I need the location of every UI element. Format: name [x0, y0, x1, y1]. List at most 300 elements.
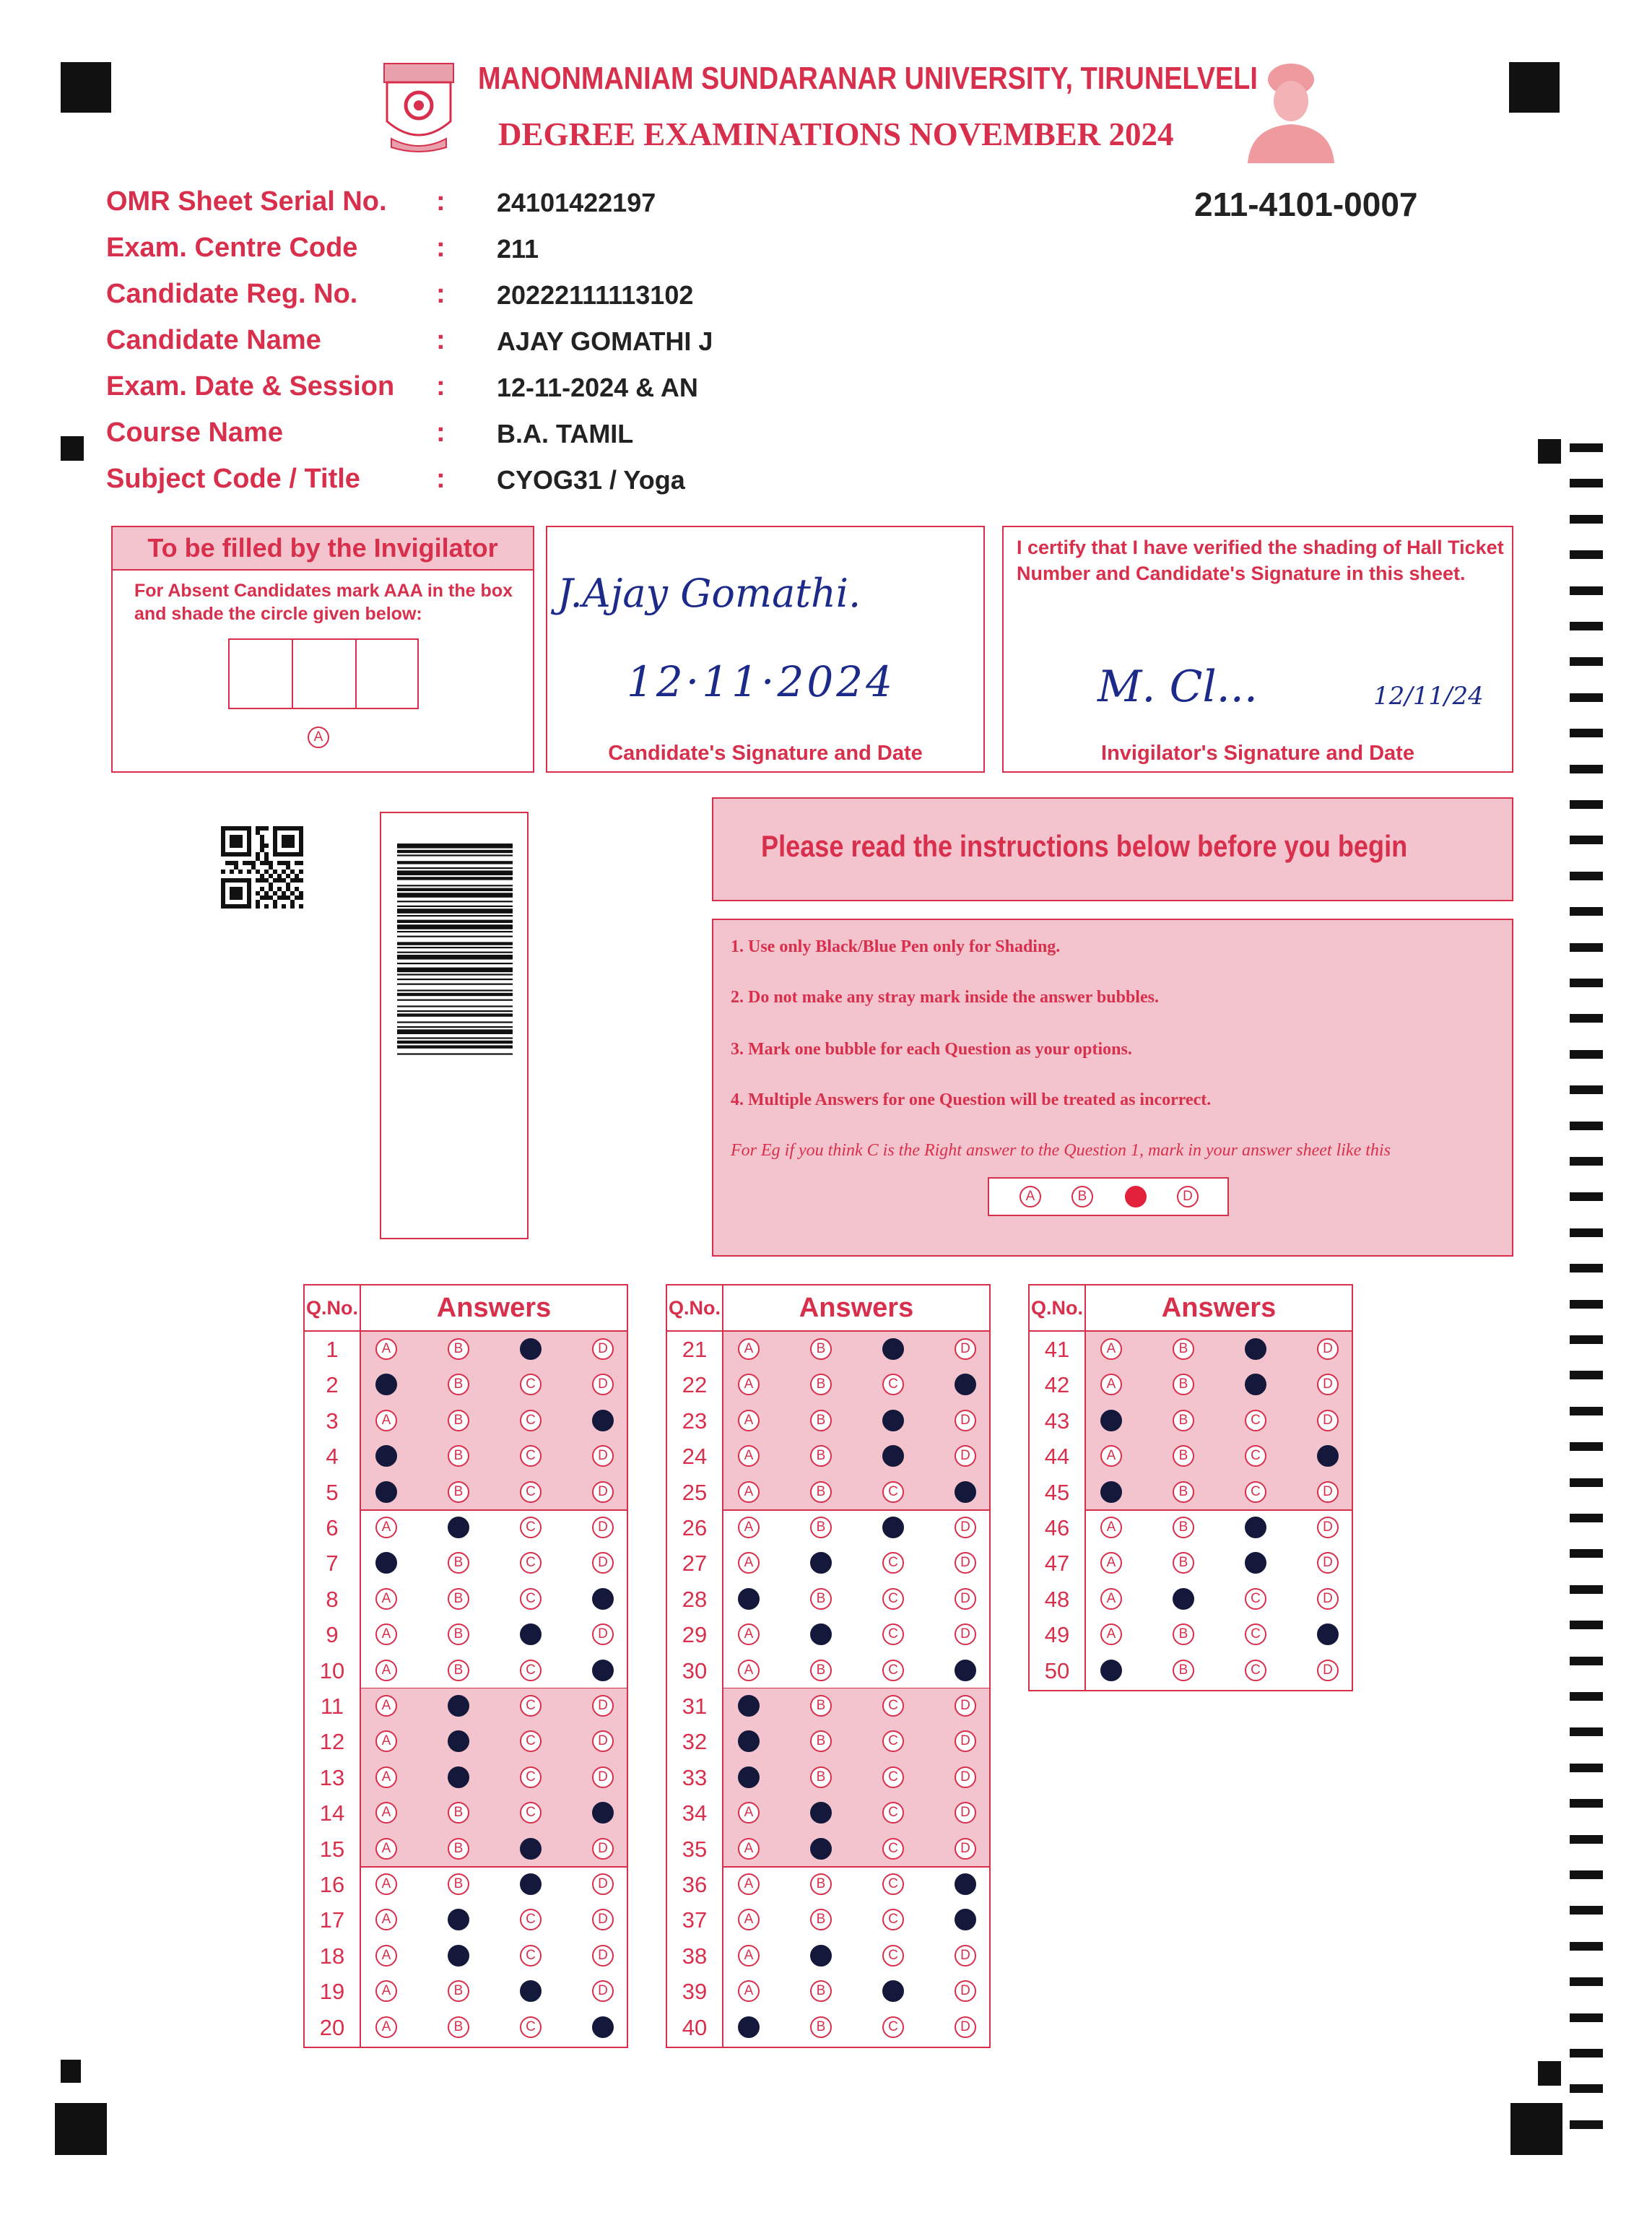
answer-bubble-a[interactable]: A — [375, 1730, 397, 1752]
answer-bubble-b[interactable]: B — [810, 1909, 832, 1930]
answer-bubble-a[interactable]: A — [738, 1623, 760, 1645]
answer-bubble-c[interactable]: C — [882, 1873, 904, 1895]
answer-bubble-d[interactable]: D — [592, 1445, 614, 1467]
invigilator-signature-date: 12/11/24 — [1373, 682, 1484, 711]
info-value: AJAY GOMATHI J — [497, 326, 713, 356]
answer-bubble-d[interactable]: D — [955, 1980, 976, 2002]
info-colon: : — [436, 186, 445, 217]
timing-mark — [1570, 1977, 1603, 1986]
timing-mark — [1570, 1870, 1603, 1879]
answer-row — [305, 1653, 627, 1688]
answer-bubble-b[interactable]: B — [448, 1588, 469, 1610]
timing-mark — [1570, 1264, 1603, 1272]
answer-row — [1030, 1439, 1352, 1474]
example-bubbles — [988, 1177, 1229, 1216]
answer-bubble-d[interactable]: D — [592, 1374, 614, 1395]
answer-bubble-b[interactable] — [448, 1909, 469, 1930]
timing-mark — [1570, 479, 1603, 487]
answer-bubble-d[interactable] — [1317, 1623, 1339, 1645]
answer-bubble-b[interactable]: B — [448, 1338, 469, 1360]
answer-bubble-d[interactable]: D — [1317, 1374, 1339, 1395]
question-number: 9 — [326, 1622, 339, 1648]
answer-bubble-d[interactable]: D — [592, 1873, 614, 1895]
answer-bubble-b[interactable]: B — [810, 1517, 832, 1538]
answer-bubble-d[interactable] — [955, 1873, 976, 1895]
answer-row — [305, 1582, 627, 1617]
answer-bubble-b[interactable] — [448, 1945, 469, 1967]
question-number: 8 — [326, 1586, 339, 1612]
answer-bubble-b[interactable]: B — [448, 1838, 469, 1860]
answer-bubble-b[interactable]: B — [810, 1588, 832, 1610]
answer-bubble-c[interactable]: C — [1245, 1410, 1266, 1431]
question-number: 23 — [682, 1408, 708, 1434]
answer-bubble-a[interactable]: A — [375, 1338, 397, 1360]
invigilator-title: To be filled by the Invigilator — [147, 533, 498, 563]
timing-mark — [1570, 765, 1603, 773]
answer-bubble-b[interactable]: B — [1173, 1552, 1194, 1574]
answer-bubble-a[interactable]: A — [375, 1766, 397, 1788]
answer-bubble-d[interactable]: D — [955, 1766, 976, 1788]
answer-bubble-a[interactable]: A — [738, 1660, 760, 1681]
answer-row — [667, 1582, 989, 1617]
answer-bubble-d[interactable]: D — [955, 1338, 976, 1360]
qno-header: Q.No. — [1030, 1285, 1086, 1330]
answer-bubble-c[interactable]: C — [1245, 1660, 1266, 1681]
answer-bubble-b[interactable]: B — [810, 1695, 832, 1717]
answer-bubble-c[interactable]: C — [520, 1374, 542, 1395]
question-number: 13 — [319, 1764, 345, 1790]
answer-bubble-c[interactable]: C — [882, 1945, 904, 1967]
question-number: 47 — [1044, 1551, 1070, 1577]
answer-bubble-c[interactable] — [520, 1980, 542, 2002]
answer-bubble-d[interactable] — [955, 1481, 976, 1503]
answer-bubble-c[interactable]: C — [882, 2016, 904, 2038]
answer-bubble-a[interactable]: A — [375, 1410, 397, 1431]
answer-bubble-d[interactable]: D — [955, 1730, 976, 1752]
answer-bubble-d[interactable]: D — [1317, 1338, 1339, 1360]
answer-bubble-a[interactable]: A — [375, 1623, 397, 1645]
answer-bubble-c[interactable]: C — [520, 1802, 542, 1824]
question-number: 42 — [1044, 1372, 1070, 1398]
answer-bubble-b[interactable]: B — [1173, 1410, 1194, 1431]
timing-mark — [1570, 1228, 1603, 1237]
question-number: 20 — [319, 2014, 345, 2040]
timing-mark — [1570, 1764, 1603, 1772]
answer-bubble-d[interactable]: D — [955, 1802, 976, 1824]
answer-bubble-d[interactable]: D — [592, 1909, 614, 1930]
answer-bubble-c[interactable]: C — [520, 1552, 542, 1574]
answer-bubble-b[interactable]: B — [810, 1374, 832, 1395]
answer-bubble-c[interactable] — [1245, 1552, 1266, 1574]
answer-bubble-d[interactable]: D — [1317, 1552, 1339, 1574]
candidate-signature: J.Ajay Gomathi. — [557, 571, 861, 616]
timing-mark — [1570, 1371, 1603, 1379]
answer-bubble-a[interactable]: A — [375, 1802, 397, 1824]
info-colon: : — [436, 279, 445, 309]
answer-bubble-c[interactable]: C — [1245, 1588, 1266, 1610]
answer-bubble-d[interactable]: D — [955, 1588, 976, 1610]
answer-bubble-b[interactable] — [810, 1838, 832, 1860]
answer-bubble-c[interactable]: C — [520, 1410, 542, 1431]
answer-table-header — [667, 1285, 989, 1332]
answer-bubble-b[interactable]: B — [448, 1623, 469, 1645]
answer-bubble-a[interactable]: A — [738, 1445, 760, 1467]
instruction-1: 1. Use only Black/Blue Pen only for Shading. — [731, 937, 1061, 956]
info-colon: : — [436, 417, 445, 448]
answer-bubble-b[interactable]: B — [448, 1873, 469, 1895]
sheet-code: 211-4101-0007 — [1194, 186, 1418, 223]
answer-bubble-a[interactable] — [1100, 1410, 1122, 1431]
answer-bubble-c[interactable]: C — [520, 1730, 542, 1752]
answer-bubble-d[interactable]: D — [1317, 1660, 1339, 1681]
instruction-2: 2. Do not make any stray mark inside the answer bubbles. — [731, 988, 1159, 1007]
answer-bubble-a[interactable]: A — [738, 1481, 760, 1503]
answer-bubble-b[interactable]: B — [448, 1374, 469, 1395]
answer-bubble-d[interactable]: D — [955, 2016, 976, 2038]
answer-bubble-a[interactable] — [738, 1695, 760, 1717]
answer-bubble-a[interactable]: A — [738, 1338, 760, 1360]
answers-header: Answers — [1161, 1293, 1277, 1323]
certification-box — [1002, 526, 1513, 773]
answer-table-header — [1030, 1285, 1352, 1332]
answer-bubble-b[interactable] — [448, 1766, 469, 1788]
answer-row — [305, 1902, 627, 1938]
answer-bubble-c[interactable]: C — [1245, 1445, 1266, 1467]
answer-bubble-c[interactable] — [882, 1517, 904, 1538]
answer-bubble-d[interactable]: D — [592, 1695, 614, 1717]
answer-row — [667, 1867, 989, 1902]
answer-bubble-c[interactable]: C — [882, 1802, 904, 1824]
answer-bubble-d[interactable]: D — [1317, 1588, 1339, 1610]
answer-bubble-c[interactable] — [882, 1445, 904, 1467]
answer-bubble-c[interactable]: C — [882, 1552, 904, 1574]
answer-bubble-c[interactable]: C — [520, 2016, 542, 2038]
timing-mark — [1570, 1050, 1603, 1059]
answer-bubble-b[interactable]: B — [448, 1660, 469, 1681]
answer-bubble-c[interactable] — [882, 1338, 904, 1360]
info-label: Course Name — [106, 417, 283, 448]
answer-bubble-c[interactable]: C — [1245, 1623, 1266, 1645]
timing-mark — [1570, 800, 1603, 809]
answer-bubble-a[interactable]: A — [1100, 1338, 1122, 1360]
answer-bubble-c[interactable] — [882, 1410, 904, 1431]
answer-bubble-a[interactable]: A — [738, 1909, 760, 1930]
question-number: 34 — [682, 1800, 708, 1826]
answer-bubble-d[interactable] — [955, 1660, 976, 1681]
answer-bubble-a[interactable]: A — [738, 1410, 760, 1431]
answer-bubble-b[interactable]: B — [810, 1338, 832, 1360]
question-number: 48 — [1044, 1586, 1070, 1612]
answer-bubble-b[interactable]: B — [448, 2016, 469, 2038]
question-number: 18 — [319, 1943, 345, 1969]
absent-bubble[interactable]: A — [308, 727, 329, 748]
info-colon: : — [436, 371, 445, 402]
answer-bubble-b[interactable]: B — [810, 1730, 832, 1752]
question-number: 30 — [682, 1657, 708, 1683]
answer-row — [667, 1831, 989, 1867]
answer-bubble-a[interactable] — [738, 2016, 760, 2038]
answer-bubble-b[interactable]: B — [810, 2016, 832, 2038]
question-number: 38 — [682, 1943, 708, 1969]
answer-bubble-d[interactable]: D — [1317, 1410, 1339, 1431]
answer-bubble-a[interactable]: A — [1100, 1445, 1122, 1467]
question-number: 24 — [682, 1444, 708, 1470]
question-number: 40 — [682, 2014, 708, 2040]
answer-bubble-d[interactable] — [592, 1660, 614, 1681]
answer-bubble-c[interactable] — [1245, 1517, 1266, 1538]
question-number: 3 — [326, 1408, 339, 1434]
answer-row — [305, 1974, 627, 2009]
answer-bubble-c[interactable]: C — [1245, 1481, 1266, 1503]
question-number: 39 — [682, 1979, 708, 2005]
timing-mark — [1570, 1192, 1603, 1201]
answer-row — [667, 1902, 989, 1938]
answer-bubble-a[interactable]: A — [375, 1945, 397, 1967]
answer-bubble-b[interactable]: B — [1173, 1481, 1194, 1503]
answer-bubble-b[interactable]: B — [810, 1660, 832, 1681]
answer-bubble-a[interactable]: A — [738, 1838, 760, 1860]
answer-bubble-b[interactable]: B — [810, 1980, 832, 2002]
answer-bubble-a[interactable]: A — [375, 1517, 397, 1538]
answer-bubble-a[interactable]: A — [738, 1552, 760, 1574]
answer-bubble-d[interactable]: D — [955, 1410, 976, 1431]
answer-bubble-d[interactable]: D — [592, 1552, 614, 1574]
answer-bubble-d[interactable]: D — [592, 1338, 614, 1360]
question-number: 15 — [319, 1836, 345, 1862]
answer-bubble-c[interactable] — [1245, 1338, 1266, 1360]
answer-row — [667, 1653, 989, 1688]
answer-bubble-c[interactable]: C — [882, 1730, 904, 1752]
question-number: 17 — [319, 1907, 345, 1933]
answer-bubble-b[interactable]: B — [1173, 1445, 1194, 1467]
info-label: Candidate Name — [106, 325, 321, 355]
answer-bubble-b[interactable]: B — [810, 1481, 832, 1503]
answer-bubble-a[interactable] — [1100, 1660, 1122, 1681]
answer-bubble-a[interactable]: A — [375, 1909, 397, 1930]
answer-bubble-a[interactable]: A — [375, 1980, 397, 2002]
answer-bubble-b[interactable]: B — [1173, 1660, 1194, 1681]
timing-mark — [1570, 1514, 1603, 1522]
answer-bubble-d[interactable]: D — [955, 1445, 976, 1467]
answer-bubble-d[interactable]: D — [592, 1730, 614, 1752]
timing-mark — [1570, 943, 1603, 952]
answer-bubble-a[interactable] — [375, 1445, 397, 1467]
answer-bubble-b[interactable]: B — [810, 1766, 832, 1788]
answer-bubble-c[interactable]: C — [520, 1945, 542, 1967]
answer-bubble-b[interactable] — [810, 1552, 832, 1574]
answer-bubble-c[interactable] — [520, 1873, 542, 1895]
answer-bubble-a[interactable] — [375, 1552, 397, 1574]
answer-bubble-c[interactable]: C — [882, 1374, 904, 1395]
timing-mark — [1570, 1621, 1603, 1629]
answer-bubble-a[interactable]: A — [738, 1945, 760, 1967]
answer-bubble-b[interactable] — [1173, 1588, 1194, 1610]
instruction-4: 4. Multiple Answers for one Question will be treated as incorrect. — [731, 1091, 1212, 1109]
question-number: 29 — [682, 1622, 708, 1648]
answer-bubble-a[interactable]: A — [738, 1517, 760, 1538]
answer-bubble-d[interactable]: D — [955, 1695, 976, 1717]
timing-mark — [1570, 1727, 1603, 1736]
question-number: 16 — [319, 1872, 345, 1897]
timing-mark — [1570, 1300, 1603, 1309]
invigilator-title-bar — [113, 527, 533, 571]
info-value: 211 — [497, 234, 539, 264]
answer-bubble-c[interactable]: C — [520, 1481, 542, 1503]
answer-bubble-a[interactable]: A — [375, 1873, 397, 1895]
answer-bubble-c[interactable]: C — [882, 1909, 904, 1930]
answer-bubble-a[interactable] — [738, 1588, 760, 1610]
answer-bubble-c[interactable] — [882, 1980, 904, 2002]
absent-mark-boxes[interactable] — [228, 638, 419, 709]
answer-row — [1030, 1545, 1352, 1581]
registration-mark-top-left — [61, 62, 111, 113]
answer-row — [305, 1795, 627, 1831]
answer-bubble-c[interactable]: C — [520, 1445, 542, 1467]
answer-bubble-d[interactable]: D — [955, 1623, 976, 1645]
question-number: 4 — [326, 1444, 339, 1470]
answer-bubble-d[interactable] — [1317, 1445, 1339, 1467]
answer-bubble-a[interactable] — [1100, 1481, 1122, 1503]
answer-bubble-c[interactable]: C — [520, 1517, 542, 1538]
answer-bubble-c[interactable]: C — [882, 1481, 904, 1503]
answer-bubble-b[interactable]: B — [448, 1802, 469, 1824]
answer-bubble-c[interactable]: C — [882, 1766, 904, 1788]
timing-mark — [1570, 729, 1603, 737]
answer-bubble-d[interactable]: D — [955, 1517, 976, 1538]
registration-mark-right-low — [1538, 2061, 1561, 2086]
answer-bubble-c[interactable]: C — [882, 1695, 904, 1717]
answer-bubble-c[interactable]: C — [520, 1660, 542, 1681]
exam-title: DEGREE EXAMINATIONS NOVEMBER 2024 — [498, 116, 1174, 152]
answer-bubble-d[interactable]: D — [592, 1945, 614, 1967]
answer-bubble-d[interactable] — [592, 1588, 614, 1610]
answer-bubble-b[interactable] — [810, 1802, 832, 1824]
registration-mark-left-middle — [61, 436, 84, 461]
answer-bubble-d[interactable]: D — [592, 1481, 614, 1503]
answer-bubble-d[interactable]: D — [1317, 1481, 1339, 1503]
timing-mark — [1570, 2013, 1603, 2022]
answer-bubble-a[interactable]: A — [738, 1802, 760, 1824]
answer-bubble-c[interactable]: C — [520, 1588, 542, 1610]
answer-bubble-b[interactable] — [448, 1517, 469, 1538]
answer-bubble-d[interactable]: D — [592, 1838, 614, 1860]
answer-bubble-a[interactable]: A — [738, 1374, 760, 1395]
answer-bubble-d[interactable] — [592, 1802, 614, 1824]
timing-mark — [1570, 1799, 1603, 1808]
answer-bubble-a[interactable]: A — [375, 1660, 397, 1681]
timing-mark — [1570, 1549, 1603, 1558]
answer-bubble-d[interactable]: D — [592, 1517, 614, 1538]
answer-bubble-d[interactable]: D — [955, 1552, 976, 1574]
timing-mark — [1570, 1335, 1603, 1344]
answer-bubble-b[interactable] — [810, 1945, 832, 1967]
info-label: Candidate Reg. No. — [106, 279, 358, 309]
invigilator-signature-caption: Invigilator's Signature and Date — [1101, 742, 1414, 765]
answer-bubble-d[interactable]: D — [592, 1980, 614, 2002]
answer-row — [667, 1545, 989, 1581]
answer-bubble-b[interactable]: B — [1173, 1623, 1194, 1645]
answer-bubble-a[interactable]: A — [375, 2016, 397, 2038]
answer-bubble-c[interactable]: C — [520, 1695, 542, 1717]
answer-bubble-c[interactable]: C — [882, 1660, 904, 1681]
answer-bubble-c[interactable]: C — [520, 1909, 542, 1930]
answer-bubble-b[interactable]: B — [448, 1445, 469, 1467]
answer-bubble-c[interactable] — [520, 1838, 542, 1860]
answer-bubble-d[interactable]: D — [1317, 1517, 1339, 1538]
answer-bubble-a[interactable]: A — [375, 1695, 397, 1717]
answer-bubble-b[interactable]: B — [810, 1873, 832, 1895]
answer-bubble-c[interactable]: C — [882, 1623, 904, 1645]
qr-code — [221, 826, 303, 909]
answer-bubble-b[interactable] — [810, 1623, 832, 1645]
answer-bubble-b[interactable]: B — [810, 1410, 832, 1431]
answer-bubble-d[interactable]: D — [592, 1623, 614, 1645]
answer-bubble-b[interactable]: B — [1173, 1374, 1194, 1395]
answer-bubble-a[interactable]: A — [1100, 1623, 1122, 1645]
answer-bubble-d[interactable]: D — [592, 1766, 614, 1788]
timing-mark — [1570, 1407, 1603, 1415]
answer-bubble-c[interactable] — [520, 1338, 542, 1360]
answer-bubble-d[interactable] — [955, 1909, 976, 1930]
answer-row — [667, 1938, 989, 1974]
answer-bubble-a[interactable] — [375, 1481, 397, 1503]
info-label: OMR Sheet Serial No. — [106, 186, 387, 217]
answer-bubble-d[interactable]: D — [955, 1945, 976, 1967]
answer-bubble-b[interactable]: B — [810, 1445, 832, 1467]
answer-bubble-a[interactable]: A — [738, 1873, 760, 1895]
timing-mark — [1570, 1835, 1603, 1844]
timing-mark — [1570, 443, 1603, 452]
answer-bubble-a[interactable]: A — [1100, 1517, 1122, 1538]
answer-bubble-a[interactable]: A — [375, 1588, 397, 1610]
question-number: 1 — [326, 1337, 339, 1362]
answer-bubble-b[interactable]: B — [1173, 1517, 1194, 1538]
answer-bubble-a[interactable]: A — [738, 1980, 760, 2002]
invigilator-signature: M. Cl... — [1097, 662, 1258, 712]
answer-bubble-c[interactable]: C — [520, 1766, 542, 1788]
info-colon: : — [436, 233, 445, 263]
answer-bubble-a[interactable] — [738, 1766, 760, 1788]
answer-bubble-b[interactable]: B — [448, 1552, 469, 1574]
answer-table — [666, 1284, 991, 2048]
answer-bubble-c[interactable]: C — [882, 1838, 904, 1860]
answer-bubble-a[interactable]: A — [1100, 1588, 1122, 1610]
answer-row — [667, 1760, 989, 1795]
answer-bubble-a[interactable]: A — [375, 1838, 397, 1860]
info-colon: : — [436, 325, 445, 355]
example-bubble-c — [1125, 1186, 1147, 1207]
timing-mark — [1570, 1692, 1603, 1701]
answer-bubble-b[interactable]: B — [448, 1410, 469, 1431]
answer-bubble-a[interactable]: A — [1100, 1374, 1122, 1395]
answer-bubble-d[interactable] — [592, 1410, 614, 1431]
answer-bubble-b[interactable]: B — [448, 1980, 469, 2002]
answer-bubble-c[interactable] — [520, 1623, 542, 1645]
question-number: 45 — [1044, 1479, 1070, 1505]
answer-row — [1030, 1403, 1352, 1439]
timing-mark — [1570, 1014, 1603, 1023]
answer-bubble-b[interactable]: B — [448, 1481, 469, 1503]
answer-bubble-a[interactable]: A — [1100, 1552, 1122, 1574]
question-number: 44 — [1044, 1444, 1070, 1470]
answer-bubble-d[interactable] — [592, 2016, 614, 2038]
timing-mark — [1570, 1157, 1603, 1166]
answer-bubble-d[interactable]: D — [955, 1838, 976, 1860]
answer-row — [305, 1760, 627, 1795]
answer-bubble-b[interactable]: B — [1173, 1338, 1194, 1360]
answer-bubble-b[interactable] — [448, 1695, 469, 1717]
answer-bubble-c[interactable]: C — [882, 1588, 904, 1610]
